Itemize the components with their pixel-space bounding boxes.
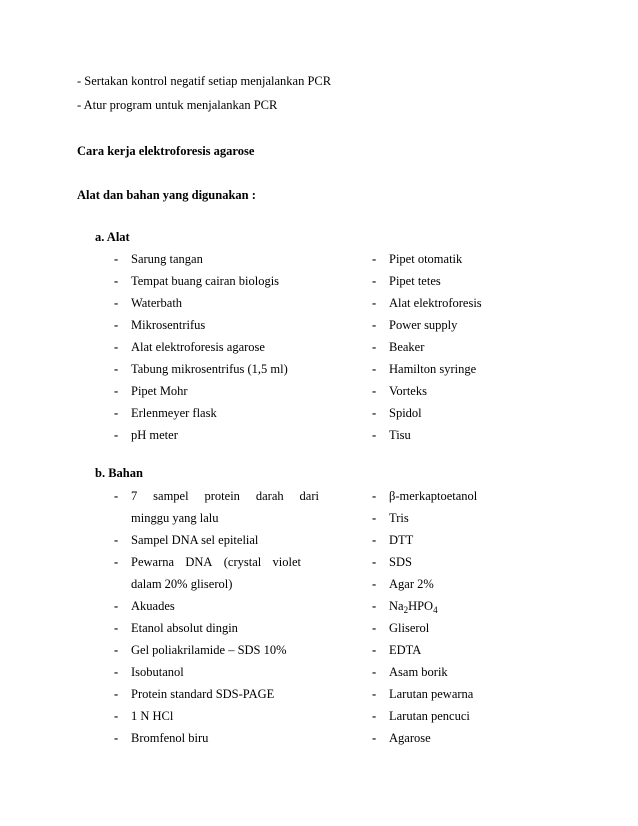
bullet: - — [372, 511, 377, 525]
alat-left-item: Waterbath — [131, 296, 183, 310]
bullet: - — [114, 318, 119, 332]
bullet: - — [372, 406, 377, 420]
bullet: - — [372, 599, 377, 613]
bullet: - — [372, 384, 377, 398]
bahan-right-item: β-merkaptoetanol — [389, 489, 478, 503]
subscript: 4 — [433, 605, 438, 615]
bullet: - — [372, 428, 377, 442]
alat-right-item: Tisu — [389, 428, 411, 442]
formula-part: HPO — [408, 599, 434, 613]
bullet: - — [114, 533, 119, 547]
bullet: - — [114, 643, 119, 657]
bahan-left-item: Protein standard SDS-PAGE — [131, 687, 275, 701]
intro-item-1: - Sertakan kontrol negatif setiap menjalankan PCR — [77, 74, 332, 88]
bahan-left-item-3 — [131, 555, 301, 570]
alat-right-item: Pipet otomatik — [389, 252, 463, 266]
subsection-title: Alat dan bahan yang digunakan : — [77, 188, 256, 202]
bullet: - — [372, 318, 377, 332]
bullet: - — [114, 555, 119, 569]
bullet: - — [114, 665, 119, 679]
word: Pewarna — [131, 555, 175, 569]
alat-right-item: Alat elektroforesis — [389, 296, 482, 310]
bahan-left-item: Bromfenol biru — [131, 731, 209, 745]
bahan-right-item: EDTA — [389, 643, 422, 657]
alat-left-item: Sarung tangan — [131, 252, 203, 266]
bahan-left-item-2: Sampel DNA sel epitelial — [131, 533, 259, 547]
bullet: - — [372, 296, 377, 310]
alat-left-item: Erlenmeyer flask — [131, 406, 217, 420]
bullet: - — [372, 489, 377, 503]
bullet: - — [372, 665, 377, 679]
bullet: - — [372, 252, 377, 266]
bullet: - — [114, 731, 119, 745]
bullet: - — [114, 406, 119, 420]
bullet: - — [372, 555, 377, 569]
bullet: - — [114, 599, 119, 613]
bahan-right-item: Gliserol — [389, 621, 430, 635]
word: dari — [299, 489, 319, 503]
bullet: - — [372, 731, 377, 745]
bahan-right-item: Asam borik — [389, 665, 448, 679]
bullet: - — [114, 362, 119, 376]
bullet: - — [114, 489, 119, 503]
bahan-right-item: Agar 2% — [389, 577, 434, 591]
bullet: - — [114, 687, 119, 701]
alat-left-item: Mikrosentrifus — [131, 318, 206, 332]
bullet: - — [372, 709, 377, 723]
bahan-left-item-1 — [131, 489, 319, 504]
alat-heading: a. Alat — [95, 230, 130, 244]
bahan-right-item: Tris — [389, 511, 409, 525]
alat-right-item: Vorteks — [389, 384, 427, 398]
bahan-right-item: SDS — [389, 555, 412, 569]
section-title: Cara kerja elektroforesis agarose — [77, 144, 255, 158]
bahan-right-item: Larutan pencuci — [389, 709, 470, 723]
bullet: - — [372, 340, 377, 354]
bahan-left-item: Etanol absolut dingin — [131, 621, 238, 635]
bahan-left-item: Gel poliakrilamide – SDS 10% — [131, 643, 287, 657]
bullet: - — [372, 362, 377, 376]
bahan-left-item-3-cont: dalam 20% gliserol) — [131, 577, 233, 591]
alat-left-item: pH meter — [131, 428, 178, 442]
bullet: - — [114, 384, 119, 398]
word: violet — [272, 555, 301, 569]
alat-right-item: Pipet tetes — [389, 274, 441, 288]
alat-left-item: Pipet Mohr — [131, 384, 188, 398]
bullet: - — [372, 643, 377, 657]
bullet: - — [114, 709, 119, 723]
bullet: - — [114, 274, 119, 288]
word: (crystal — [223, 555, 262, 569]
bahan-left-item: 1 N HCl — [131, 709, 174, 723]
bahan-right-item: DTT — [389, 533, 414, 547]
bullet: - — [372, 621, 377, 635]
bullet: - — [372, 274, 377, 288]
bullet: - — [114, 296, 119, 310]
bahan-right-item: Agarose — [389, 731, 431, 745]
alat-left-item: Tempat buang cairan biologis — [131, 274, 280, 288]
intro-item-2: - Atur program untuk menjalankan PCR — [77, 98, 278, 112]
bullet: - — [372, 577, 377, 591]
alat-right-item: Power supply — [389, 318, 458, 332]
bullet: - — [114, 252, 119, 266]
alat-right-item: Spidol — [389, 406, 422, 420]
formula-part: Na — [389, 599, 404, 613]
bullet: - — [372, 687, 377, 701]
alat-left-item: Tabung mikrosentrifus (1,5 ml) — [131, 362, 288, 376]
subscript: 2 — [403, 605, 409, 615]
bahan-left-item: Isobutanol — [131, 665, 184, 679]
bullet: - — [114, 340, 119, 354]
bahan-heading: b. Bahan — [95, 466, 143, 480]
alat-right-item: Beaker — [389, 340, 425, 354]
word: sampel — [153, 489, 189, 503]
alat-right-item: Hamilton syringe — [389, 362, 477, 376]
bullet: - — [114, 621, 119, 635]
word: protein — [204, 489, 240, 503]
bullet: - — [114, 428, 119, 442]
word: DNA — [185, 555, 213, 569]
word: 7 — [131, 489, 138, 503]
word: darah — [255, 489, 284, 503]
bahan-left-item-1-cont: minggu yang lalu — [131, 511, 219, 525]
bahan-left-item: Akuades — [131, 599, 175, 613]
bullet: - — [372, 533, 377, 547]
bahan-right-item — [389, 599, 438, 615]
alat-left-item: Alat elektroforesis agarose — [131, 340, 265, 354]
bahan-right-item: Larutan pewarna — [389, 687, 474, 701]
